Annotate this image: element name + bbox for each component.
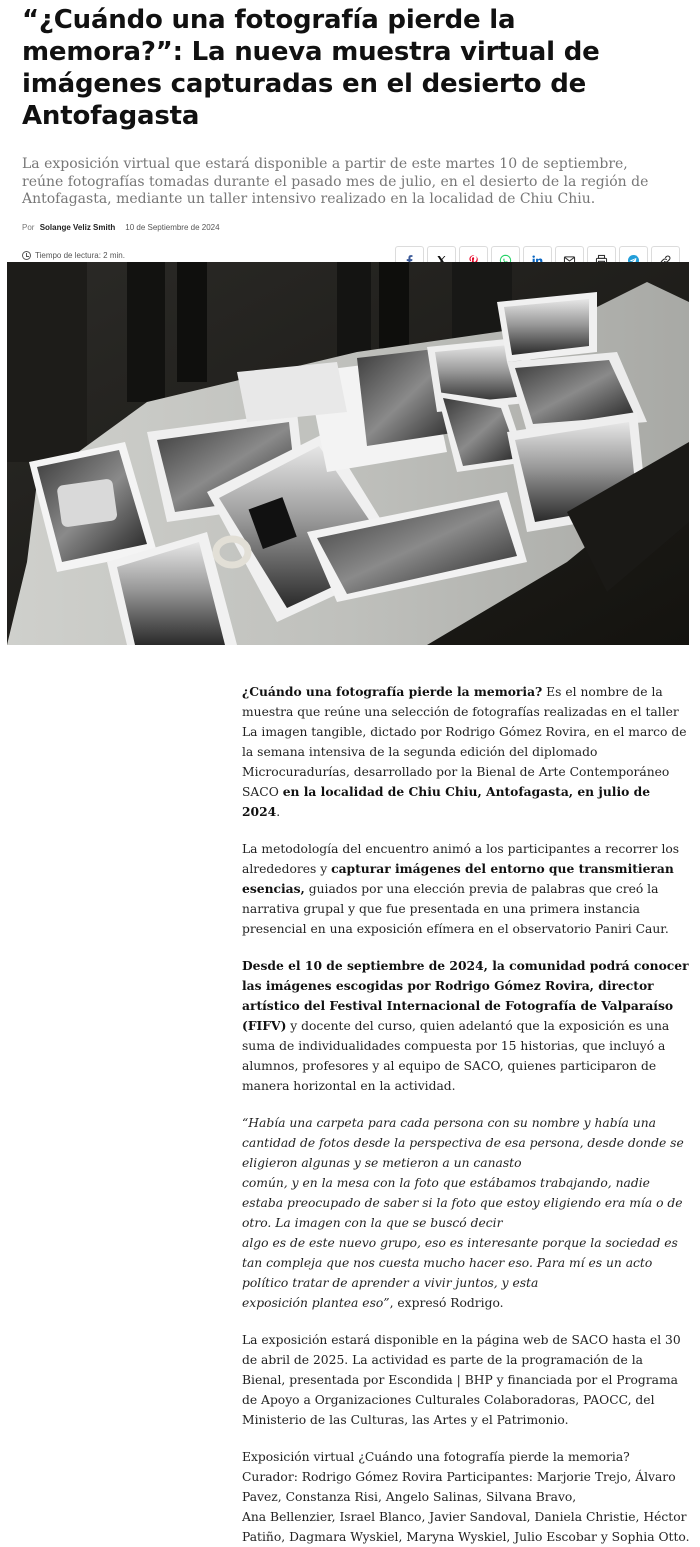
bold-text: en la localidad de Chiu Chiu, Antofagasta, en julio de 2024 [242, 784, 651, 819]
paragraph-2 [242, 839, 690, 939]
article-title: “¿Cuándo una fotografía pierde la memora?”: La nueva muestra virtual de imágenes capturadas en el desierto de Antofagasta [22, 5, 600, 131]
by-label: Por [22, 222, 35, 232]
bold-text: capturar imágenes del entorno que transmitieran esencias, [242, 861, 674, 896]
clock-icon [22, 251, 31, 260]
bold-text: ¿Cuándo una fotografía pierde la memoria? [242, 684, 543, 699]
article-header [0, 0, 700, 275]
credits-line: Exposición virtual ¿Cuándo una fotografía pierde la memoria? [242, 1450, 630, 1464]
bold-text: Desde el 10 de septiembre de 2024, la comunidad podrá conocer las imágenes escogidas por Rodrigo Gómez Rovira, director artístico del Festival Internacional de Fotografía de Valparaíso (FIFV) [242, 958, 689, 1033]
text: guiados por una elección previa de palabras que creó la narrativa grupal y que fue presentada en una primera instancia presencial en una exposición efímera en el observatorio Paniri Caur. [242, 882, 669, 936]
quote-line: exposición plantea eso” [242, 1296, 390, 1310]
reading-time [22, 251, 125, 260]
credits [242, 1447, 690, 1547]
quote-line: “Había una carpeta para cada persona con su nombre y había una cantidad de fotos desde la perspectiva de esa persona, desde donde se eligieron algunas y se metieron a un canasto [242, 1116, 684, 1170]
article-meta [22, 223, 680, 232]
text: y docente del curso, quien adelantó que la exposición es una suma de individualidades compuesta por 15 historias, que incluyó a alumnos, profesores y al equipo de SACO, quienes participaron de manera horizontal en la actividad. [242, 1019, 670, 1093]
credits-line: Curador: Rodrigo Gómez Rovira Participantes: Marjorie Trejo, Álvaro Pavez, Constanza Risi, Angelo Salinas, Silvana Bravo, [242, 1470, 676, 1504]
featured-photo [7, 262, 689, 645]
text: . [276, 805, 281, 819]
paragraph-5: La exposición estará disponible en la página web de SACO hasta el 30 de abril de 2025. La actividad es parte de la programación de la Bienal, presentada por Escondida | BHP y financiada por el Programa de Apoyo a Organizaciones Culturales Colaboradoras, PAOCC, del Ministerio de las Culturas, las Artes y el Patrimonio. [242, 1333, 681, 1427]
text: , expresó Rodrigo. [389, 1296, 504, 1310]
credits-line: Ana Bellenzier, Israel Blanco, Javier Sandoval, Daniela Christie, Héctor Patiño, Dagmara Wyskiel, Maryna Wyskiel, Julio Escobar y Sophia Otto. [242, 1510, 690, 1544]
publish-date: 10 de Septiembre de 2024 [125, 222, 220, 232]
reading-time-label: Tiempo de lectura: 2 min. [35, 250, 125, 260]
article-body [242, 682, 690, 1547]
paragraph-3 [242, 956, 690, 1096]
author-link[interactable]: Solange Veliz Smith [39, 222, 116, 232]
text: Es el nombre de la muestra que reúne una selección de fotografías realizadas en el taller La imagen tangible, dictado por Rodrigo Gómez Rovira, en el marco de la semana intensiva de la segunda edición del diplomado Microcuradurías, desarrollado por la Bienal de Arte Contemporáneo SACO [242, 685, 687, 799]
paragraph-1 [242, 682, 690, 822]
quote-paragraph [242, 1113, 690, 1313]
text: La metodología del encuentro animó a los participantes a recorrer los alrededores y [242, 842, 680, 876]
quote-line: algo es de este nuevo grupo, eso es interesante porque la sociedad es tan compleja que nos cuesta mucho hacer eso. Para mí es un acto político tratar de aprender a vivir juntos, y esta [242, 1236, 678, 1290]
photo-of-prints-on-table [7, 262, 689, 645]
article-subtitle: La exposición virtual que estará disponible a partir de este martes 10 de septiembre, reúne fotografías tomadas durante el pasado mes de julio, en el desierto de la región de Antofagasta, mediante un taller intensivo realizado en la localidad de Chiu Chiu. [22, 156, 649, 207]
quote-line: común, y en la mesa con la foto que estábamos trabajando, nadie estaba preocupado de saber si la foto que estoy eligiendo era mía o de otro. La imagen con la que se buscó decir [242, 1176, 683, 1230]
